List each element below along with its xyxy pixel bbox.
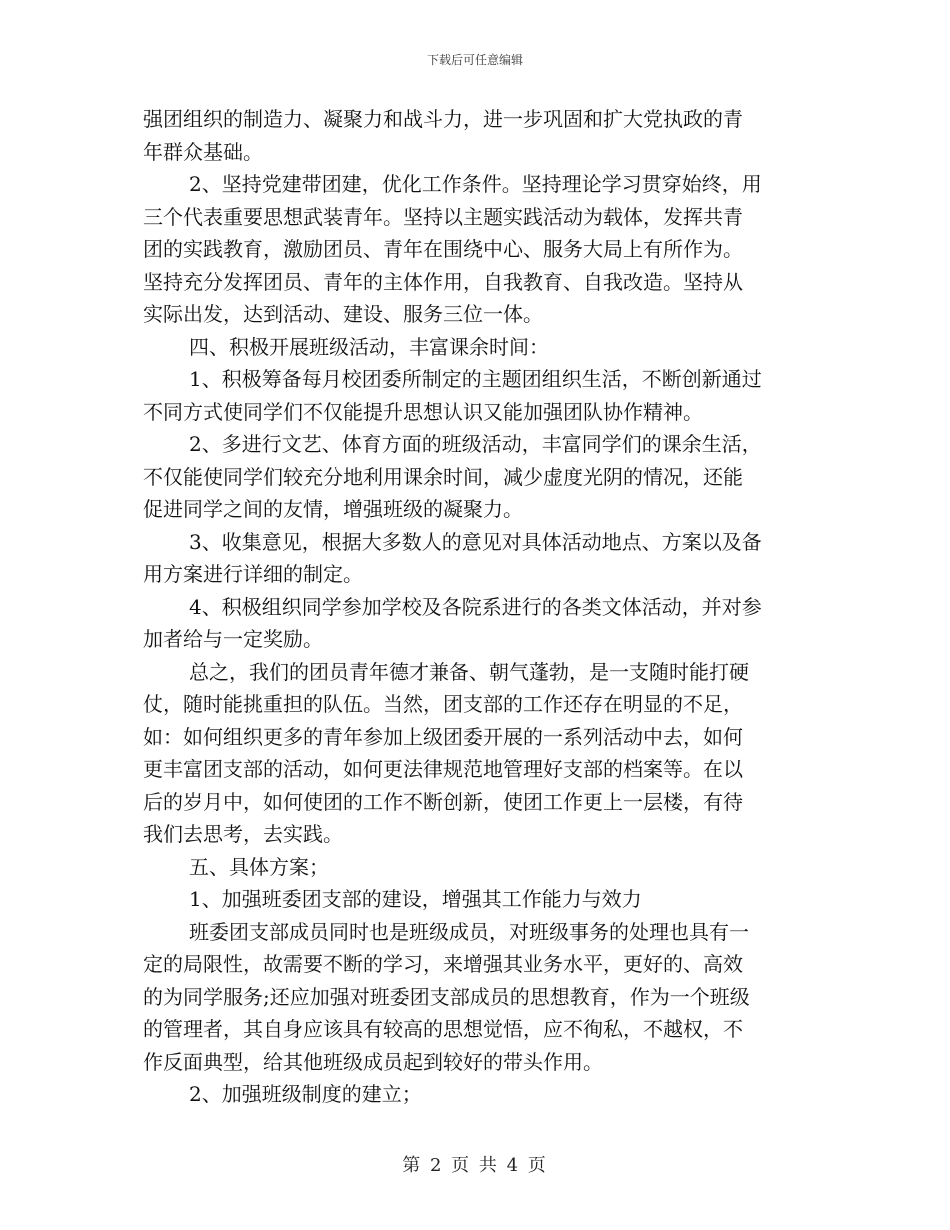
document-body	[143, 103, 803, 1111]
text-line: 我们去思考，去实践。	[143, 822, 343, 846]
section-heading: 五、具体方案；	[189, 854, 329, 879]
text-line: 后的岁月中，如何使团的工作不断创新，使团工作更上一层楼，有待	[143, 789, 743, 814]
text-line: 更丰富团支部的活动，如何更法律规范地管理好支部的档案等。在以	[143, 757, 743, 781]
text-line: 2、多进行文艺、体育方面的班级活动，丰富同学们的课余生活，	[189, 432, 762, 456]
text-line: 1、积极筹备每月校团委所制定的主题团组织生活，不断创新通过	[189, 367, 762, 391]
text-line: 总之，我们的团员青年德才兼备、朝气蓬勃，是一支随时能打硬	[189, 659, 749, 684]
text-line: 加者给与一定奖励。	[143, 627, 323, 651]
text-line: 促进同学之间的友情，增强班级的凝聚力。	[143, 497, 523, 521]
text-line: 用方案进行详细的制定。	[143, 562, 363, 586]
text-line: 2、加强班级制度的建立；	[189, 1082, 422, 1106]
text-line: 3、收集意见，根据大多数人的意见对具体活动地点、方案以及备	[189, 529, 762, 554]
text-line: 如：如何组织更多的青年参加上级团委开展的一系列活动中去，如何	[143, 724, 743, 749]
text-line: 定的局限性，故需要不断的学习，来增强其业务水平，更好的、高效	[143, 952, 743, 976]
text-line: 作反面典型，给其他班级成员起到较好的带头作用。	[143, 1049, 603, 1074]
text-line: 仗，随时能挑重担的队伍。当然，团支部的工作还存在明显的不足，	[143, 692, 743, 716]
text-line: 的为同学服务;还应加强对班委团支部成员的思想教育，作为一个班级	[143, 984, 750, 1009]
text-line: 坚持充分发挥团员、青年的主体作用，自我教育、自我改造。坚持从	[143, 269, 743, 294]
page-header: 下载后可任意编辑	[426, 53, 523, 67]
text-line: 三个代表重要思想武装青年。坚持以主题实践活动为载体，发挥共青	[143, 204, 743, 229]
text-line: 2、坚持党建带团建，优化工作条件。坚持理论学习贯穿始终，用	[189, 172, 762, 196]
text-line: 1、加强班委团支部的建设，增强其工作能力与效力	[189, 887, 642, 911]
section-heading: 四、积极开展班级活动，丰富课余时间：	[189, 334, 549, 359]
text-line: 的管理者，其自身应该具有较高的思想觉悟，应不徇私，不越权，不	[143, 1017, 743, 1041]
text-line: 团的实践教育，激励团员、青年在围绕中心、服务大局上有所作为。	[143, 237, 743, 261]
text-line: 不仅能使同学们较充分地利用课余时间，减少虚度光阴的情况，还能	[143, 464, 743, 489]
text-line: 实际出发，达到活动、建设、服务三位一体。	[143, 302, 543, 326]
text-line: 不同方式使同学们不仅能提升思想认识又能加强团队协作精神。	[143, 399, 703, 424]
text-line: 年群众基础。	[143, 139, 263, 164]
page-footer: 第 2 页 共 4 页	[402, 1155, 548, 1176]
text-line: 强团组织的制造力、凝聚力和战斗力，进一步巩固和扩大党执政的青	[143, 107, 743, 131]
text-line: 4、积极组织同学参加学校及各院系进行的各类文体活动，并对参	[189, 594, 762, 619]
text-line: 班委团支部成员同时也是班级成员，对班级事务的处理也具有一	[189, 919, 749, 944]
